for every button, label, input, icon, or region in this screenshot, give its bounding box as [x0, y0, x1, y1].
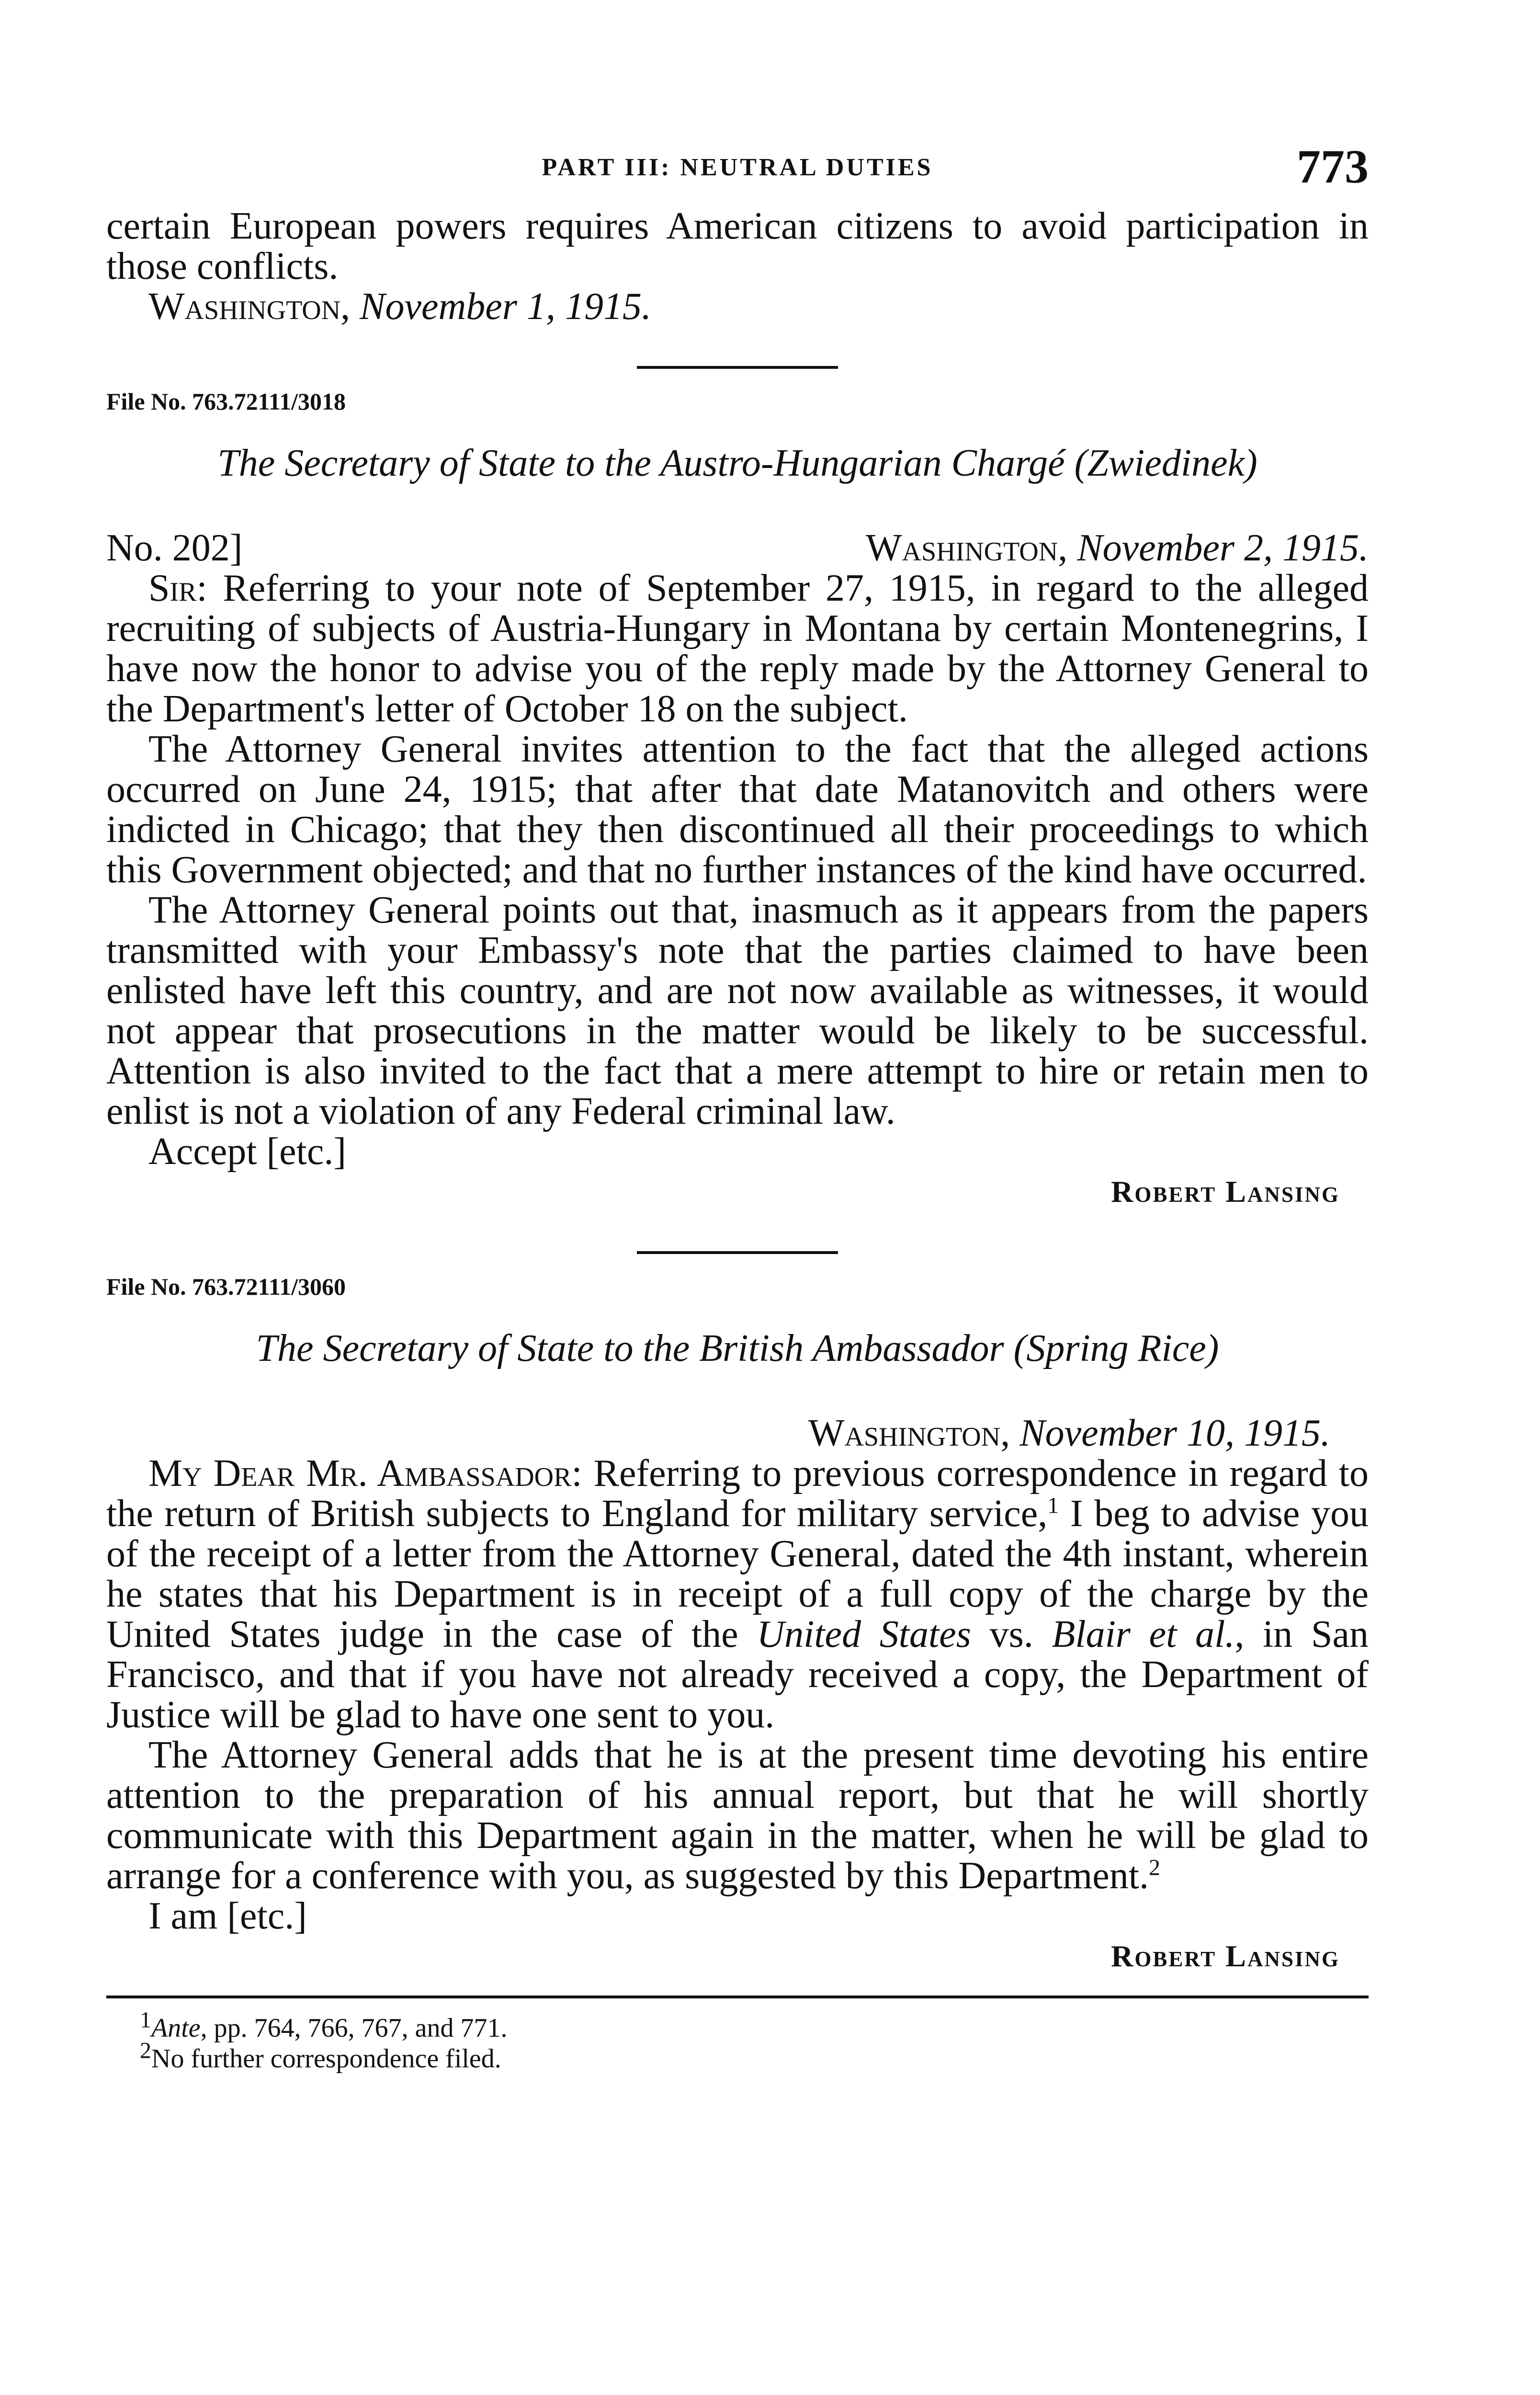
document-page [106, 139, 1369, 2074]
closing: I am [etc.] [148, 1895, 307, 1937]
paragraph-text: I beg to advise you of the receipt of a letter from the Attorney General, dated the 4th instant, wherein he states that his Department is in receipt of a full copy of the charge by the United States judge in the case of the [106, 1493, 1369, 1655]
intro-date: November 1, 1915. [360, 285, 651, 328]
date: November 10, 1915. [1019, 1412, 1330, 1454]
document-title-text: The Secretary of State to the British Ambassador [256, 1327, 1004, 1369]
body-paragraph [106, 1735, 1369, 1896]
document-1 [106, 387, 1369, 1212]
intro-paragraph: certain European powers requires American citizens to avoid participation in those conflicts. [106, 205, 1369, 287]
document-2 [106, 1272, 1369, 1976]
intro-dateline [106, 286, 1369, 327]
salutation: Sir: [148, 567, 207, 609]
body-paragraph [106, 568, 1369, 729]
paragraph-text: Referring to previous correspondence in regard to the return of British subjects to England for military service, [106, 1452, 1369, 1535]
intro-section [106, 206, 1369, 327]
intro-place: Washington, [148, 285, 351, 328]
document-title-text: The Secretary of State to the Austro-Hungarian Chargé [217, 442, 1065, 484]
footnote-text: No further correspondence filed. [151, 2044, 501, 2074]
salutation: My Dear Mr. Ambassador: [148, 1452, 582, 1494]
document-title [106, 1327, 1369, 1370]
footnote [140, 2007, 1369, 2043]
footnote [140, 2038, 1369, 2074]
running-title: PART III: NEUTRAL DUTIES [542, 154, 933, 181]
paragraph-text: , in San Francisco, and that if you have not already received a copy, the Department of Justice will be glad to have one sent to you. [106, 1613, 1369, 1736]
place-date [866, 528, 1369, 568]
note-number: No. 202] [106, 527, 243, 569]
place: Washington, [808, 1412, 1010, 1454]
footnotes [106, 2007, 1369, 2074]
file-number: File No. 763.72111/3060 [106, 1273, 346, 1300]
footnote-ref[interactable]: 2 [1149, 1855, 1160, 1881]
body-paragraph [106, 1453, 1369, 1735]
place-date [808, 1413, 1330, 1453]
body-paragraph: The Attorney General points out that, inasmuch as it appears from the papers transmitted with your Embassy's note that the parties claimed to have been enlisted have left this country, and are not now available as witnesses, it would not appear that prosecutions in the matter would be likely to be successful. Attention is also invited to the fact that a mere attempt to hire or retain men to enlist is not a violation of any Federal criminal law. [106, 889, 1369, 1132]
signature: Robert Lansing [1111, 1939, 1340, 1973]
document-title-person: (Spring Rice) [1013, 1327, 1219, 1369]
closing: Accept [etc.] [148, 1130, 347, 1173]
signature: Robert Lansing [1111, 1175, 1340, 1209]
section-divider [637, 366, 838, 369]
document-title-person: (Zwiedinek) [1074, 442, 1257, 484]
place: Washington, [866, 527, 1068, 569]
dateline [106, 1413, 1330, 1453]
page-number: 773 [1297, 140, 1369, 193]
footnote-lead: Ante [151, 2013, 201, 2043]
footnote-text: , pp. 764, 766, 767, and 771. [200, 2013, 508, 2043]
case-party: Blair et al. [1052, 1613, 1235, 1655]
document-title [106, 442, 1369, 485]
footnote-divider [106, 1996, 1369, 1998]
paragraph-text: Referring to your note of September 27, 1915, in regard to the alleged recruiting of subjects of Austria-Hungary in Montana by certain Montenegrins, I have now the honor to advise you of the reply made by the Attorney General to the Department's letter of October 18 on the subject. [106, 567, 1369, 730]
running-header [106, 139, 1369, 206]
paragraph-text: The Attorney General adds that he is at the present time devoting his entire attention to the preparation of his annual report, but that he will shortly communicate with this Department again in the matter, when he will be glad to arrange for a conference with you, as suggested by this Department. [106, 1734, 1369, 1897]
dateline [106, 528, 1369, 568]
footnote-mark: 2 [140, 2038, 151, 2064]
body-paragraph: The Attorney General invites attention to the fact that the alleged actions occurred on June 24, 1915; that after that date Matanovitch and others were indicted in Chicago; that they then discontinued all their proceedings to which this Government objected; and that no further instances of the kind have occurred. [106, 728, 1369, 891]
file-number: File No. 763.72111/3018 [106, 388, 346, 415]
case-vs: vs. [971, 1613, 1052, 1655]
section-divider [637, 1251, 838, 1254]
footnote-mark: 1 [140, 2007, 151, 2033]
case-name: United States [757, 1613, 971, 1655]
footnote-ref[interactable]: 1 [1047, 1493, 1059, 1518]
date: November 2, 1915. [1077, 527, 1369, 569]
